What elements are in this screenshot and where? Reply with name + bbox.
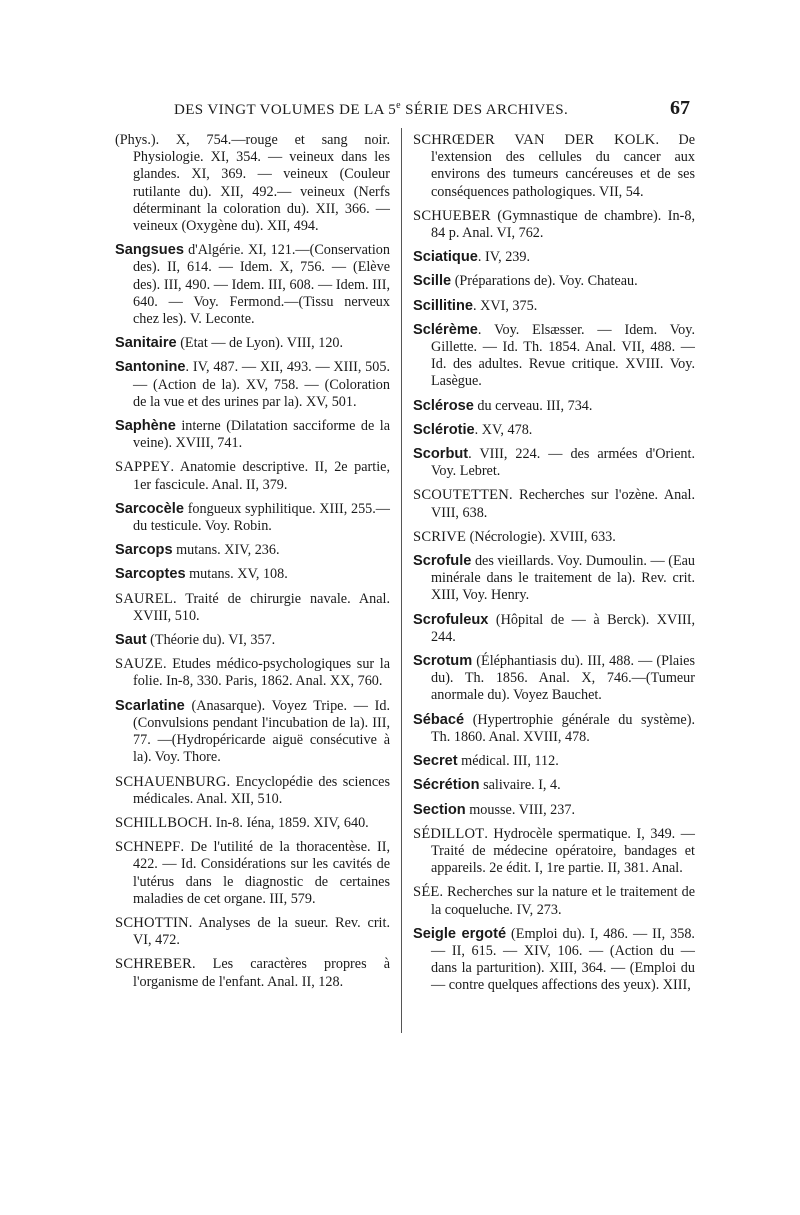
entry-text: mutans. XIV, 236. (172, 542, 280, 559)
entry-text: (Préparations de). Voy. Chateau. (451, 273, 638, 290)
index-entry (115, 418, 390, 452)
index-entry (413, 712, 695, 746)
running-header (160, 97, 690, 126)
index-entry (413, 826, 695, 878)
entry-text: . Recherches sur l'ozène. Anal. VIII, 638. (431, 487, 695, 521)
entry-text: salivaire. I, 4. (479, 777, 561, 794)
entry-text: (Phys.). X, 754.—rouge et sang noir. Physiologie. XI, 354. — veineux dans les glandes. XI, 369. — veineux (Couleur rutilante du). XII, 492.— veineux (Nerfs déterminant la coloration du). XII, 366. —veineux (Oxygène du). XII, 494. (115, 132, 390, 235)
index-entry (413, 322, 695, 391)
entry-headword: Seigle ergoté (413, 925, 507, 942)
entry-headword: Scrotum (413, 653, 473, 670)
entry-text: médical. III, 112. (457, 753, 559, 770)
entry-text: . Les caractères propres à l'organisme de l'enfant. Anal. II, 128. (133, 956, 390, 990)
entry-headword: Sanitaire (115, 335, 177, 352)
entry-text: (Etat — de Lyon). VIII, 120. (176, 335, 344, 352)
entry-headword: Secret (413, 753, 458, 770)
running-title-end: SÉRIE DES ARCHIVES. (400, 102, 569, 118)
entry-headword: SCHILLBOCH (115, 814, 209, 831)
entry-headword: Sangsues (115, 242, 184, 259)
entry-headword: Section (413, 801, 466, 818)
entry-headword: Sclérose (413, 397, 474, 414)
page-number: 67 (670, 97, 690, 119)
index-entry (115, 335, 390, 352)
entry-text: . Recherches sur la nature et le traitement de la coqueluche. IV, 273. (431, 884, 695, 918)
index-entry (413, 553, 695, 605)
entry-headword: Sclérème (413, 321, 478, 338)
entry-headword: SCHNEPF (115, 839, 181, 856)
index-entry (413, 777, 695, 794)
index-entry (413, 884, 695, 918)
entry-headword: SCHAUENBURG (115, 773, 227, 790)
index-entry (115, 242, 390, 328)
entry-headword: SÉE (413, 884, 440, 901)
index-entry (115, 542, 390, 559)
entry-text: (Théorie du). VI, 357. (146, 632, 276, 649)
entry-headword: SÉDILLOT (413, 825, 485, 842)
index-entry (115, 774, 390, 808)
index-entry (413, 249, 695, 266)
entry-text: (Gymnastique de chambre). In-8, 84 p. Anal. VI, 762. (431, 207, 695, 242)
entry-headword: SAPPEY (115, 459, 171, 476)
entry-text: . VIII, 224. — des armées d'Orient. Voy. Lebret. (431, 446, 695, 480)
index-entry (413, 653, 695, 705)
entry-text: . Anatomie descriptive. II, 2e partie, 1er fascicule. Anal. II, 379. (133, 459, 390, 493)
index-entry (413, 208, 695, 242)
entry-headword: Sarcops (115, 542, 173, 559)
index-entry (115, 839, 390, 908)
index-entry (115, 459, 390, 493)
entry-text: . Hydrocèle spermatique. I, 349. — Traité de médecine opératoire, bandages et appareils. 2e édit. I, 1re partie. II, 381. Anal. (431, 825, 695, 877)
entry-headword: Scorbut (413, 446, 469, 463)
entry-text: . De l'extension des cellules du cancer aux environs des tumeurs cancéreuses et de ses conséquences pathologiques. VII, 54. (431, 132, 696, 200)
index-entry (413, 446, 695, 480)
entry-text: . Encyclopédie des sciences médicales. Anal. XII, 510. (133, 773, 390, 807)
index-entry (115, 815, 390, 832)
entry-text: du cerveau. III, 734. (473, 397, 593, 414)
entry-text: (Hypertrophie générale du système). Th. 1860. Anal. XVIII, 478. (431, 711, 695, 745)
index-entry (115, 656, 390, 690)
entry-headword: SCHUEBER (413, 207, 491, 224)
entry-headword: SCRIVE (413, 528, 467, 545)
index-entry (413, 487, 695, 521)
index-entry (413, 132, 695, 201)
entry-headword: Scrofule (413, 553, 472, 570)
index-entry (413, 398, 695, 415)
entry-headword: Sébacé (413, 711, 465, 728)
entry-headword: SCOUTETTEN (413, 487, 510, 504)
entry-text: (Anasarque). Voyez Tripe. — Id. (Convulsions pendant l'incubation de la). III, 77. —(Hydropéricarde aiguë consécutive à la). Voy. Thore. (133, 697, 390, 766)
entry-text: d'Algérie. XI, 121.—(Conservation des). II, 614. — Idem. X, 756. — (Elève des). III, 490. — Idem. III, 608. — Idem. III, 640. — Voy. Fermond.—(Tissu nerveux chez les). V. Leconte. (133, 242, 390, 328)
entry-text: . XV, 478. (474, 421, 533, 438)
right-column (413, 132, 695, 1002)
entry-headword: Sclérotie (413, 421, 475, 438)
entry-headword: SAUREL (115, 590, 173, 607)
entry-text: . Etudes médico-psychologiques sur la folie. In-8, 330. Paris, 1862. Anal. XX, 760. (133, 656, 390, 690)
entry-headword: SCHOTTIN (115, 914, 189, 931)
entry-text: (Hôpital de — à Berck). XVIII, 244. (431, 611, 695, 645)
index-entry (413, 529, 695, 546)
entry-text: . XVI, 375. (473, 297, 538, 314)
entry-text: . Voy. Elsæsser. — Idem. Voy. Gillette. — Id. Th. 1854. Anal. VII, 488. — Id. des adultes. Revue critique. XVIII. Voy. Lasègue. (431, 321, 695, 390)
entry-headword: Scillitine (413, 297, 474, 314)
entry-text: . De l'utilité de la thoracentèse. II, 422. — Id. Considérations sur les cavités de l'utérus dans le diagnostic de certaines maladies de cet organe. III, 579. (133, 839, 390, 907)
index-entry (413, 273, 695, 290)
entry-text: (Nécrologie). XVIII, 633. (466, 528, 616, 545)
entry-headword: Scrofuleux (413, 611, 489, 628)
index-entry (413, 926, 695, 995)
left-column (115, 132, 390, 998)
entry-text: interne (Dilatation sacciforme de la veine). XVIII, 741. (133, 418, 390, 452)
index-entry (115, 956, 390, 990)
entry-text: (Éléphantiasis du). III, 488. — (Plaies du). Th. 1856. Anal. X, 746.—(Tumeur anormale du). Voyez Bauchet. (431, 653, 695, 704)
entry-text: . In-8. Iéna, 1859. XIV, 640. (208, 814, 369, 831)
index-entry (413, 753, 695, 770)
entry-text: (Emploi du). I, 486. — II, 358. — II, 615. — XIV, 106. — (Action du — dans la parturition). XIII, 364. — (Emploi du — contre quelques affections des yeux). XIII, (431, 925, 695, 994)
entry-headword: Saphène (115, 418, 176, 435)
index-entry (115, 632, 390, 649)
entry-headword: Sécrétion (413, 777, 480, 794)
entry-text: fongueux syphilitique. XIII, 255.—du testicule. Voy. Robin. (133, 500, 390, 535)
column-divider (401, 128, 402, 1033)
running-title-superscript: e (396, 100, 401, 111)
entry-headword: Sarcocèle (115, 500, 184, 517)
index-entry (115, 915, 390, 949)
entry-headword: Scarlatine (115, 697, 185, 714)
index-entry (413, 298, 695, 315)
entry-text: . IV, 487. — XII, 493. — XIII, 505. — (Action de la). XV, 758. — (Coloration de la vue et des urines par la). XV, 501. (133, 359, 390, 410)
index-entry (115, 501, 390, 535)
entry-headword: Santonine (115, 359, 186, 376)
entry-text: des vieillards. Voy. Dumoulin. — (Eau minérale dans le traitement de la). Rev. crit. XIII, Voy. Henry. (431, 553, 695, 604)
index-entry (115, 698, 390, 767)
entry-headword: Sciatique (413, 249, 478, 266)
index-entry (413, 422, 695, 439)
index-entry (115, 132, 390, 235)
entry-headword: Sarcoptes (115, 566, 186, 583)
index-entry (115, 591, 390, 625)
index-entry (115, 359, 390, 411)
running-title-main: DES VINGT VOLUMES DE LA 5 (174, 102, 397, 118)
entry-headword: SCHREBER (115, 956, 193, 973)
index-entry (115, 566, 390, 583)
entry-text: . Traité de chirurgie navale. Anal. XVIII, 510. (133, 590, 390, 624)
entry-headword: SAUZE (115, 656, 164, 673)
entry-text: . Analyses de la sueur. Rev. crit. VI, 472. (133, 914, 390, 949)
entry-headword: Saut (115, 632, 147, 649)
index-entry (413, 802, 695, 819)
entry-headword: Scille (413, 273, 452, 290)
index-entry (413, 612, 695, 646)
entry-headword: SCHRŒDER VAN DER KOLK (413, 132, 656, 148)
entry-text: mousse. VIII, 237. (465, 801, 576, 818)
running-title (174, 100, 568, 119)
entry-text: mutans. XV, 108. (185, 566, 288, 583)
entry-text: . IV, 239. (477, 249, 531, 266)
